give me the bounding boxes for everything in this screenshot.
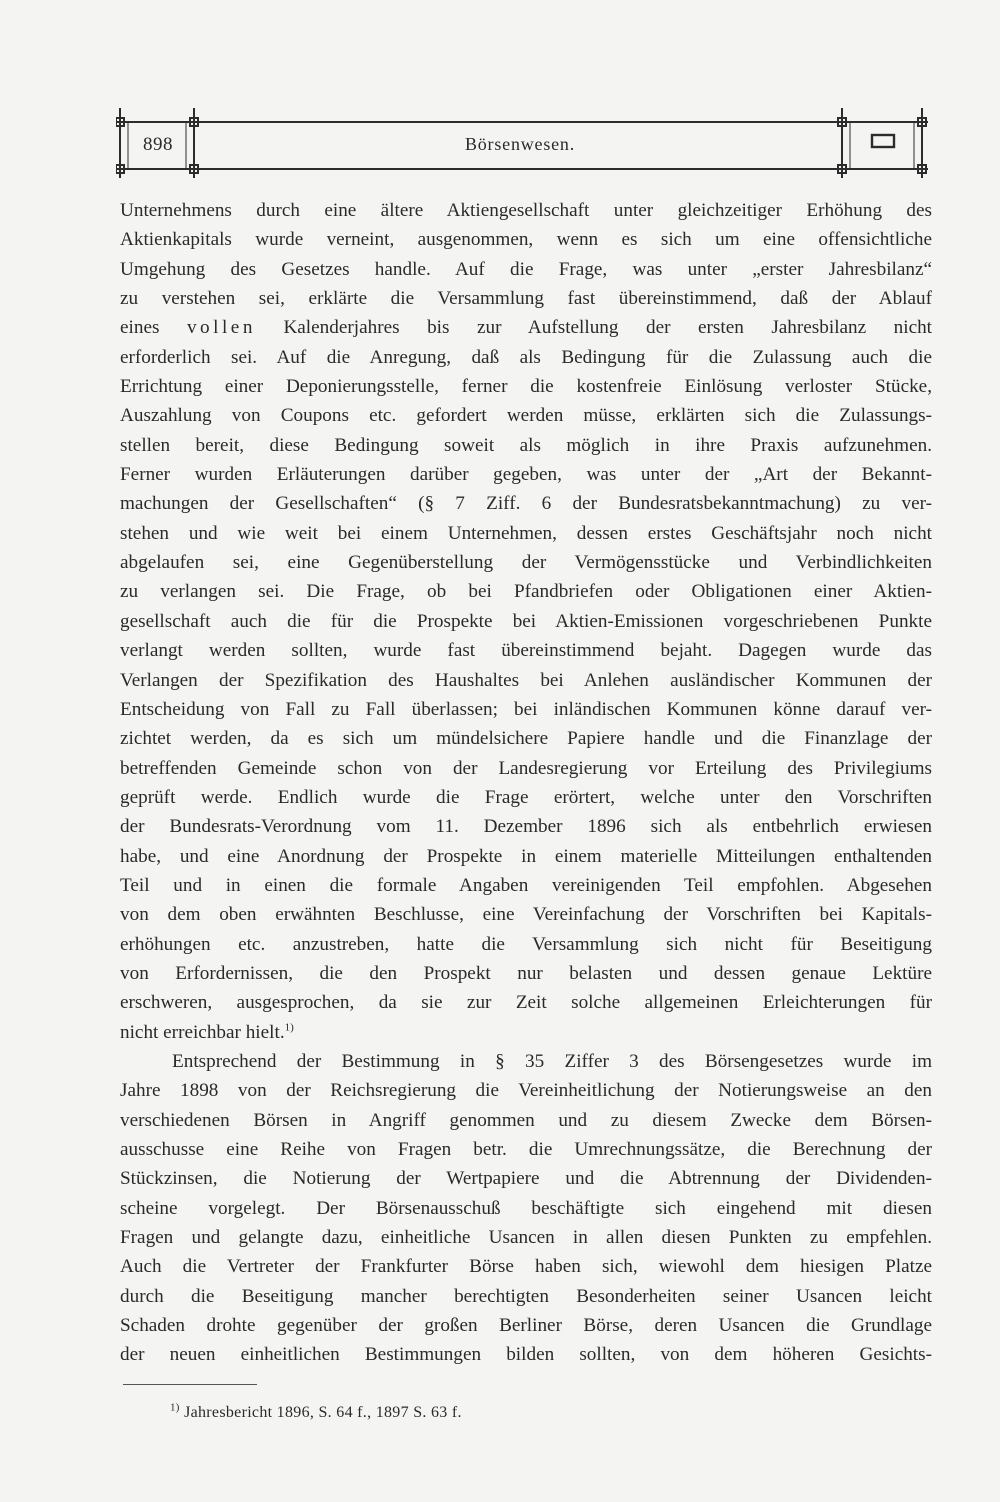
text-line: betreffenden Gemeinde schon von der Landesregierung vor Erteilung des Privilegiums: [120, 757, 932, 779]
footnote-reference: 1): [284, 1021, 294, 1034]
text-line: Stückzinsen, die Notierung der Wertpapiere und die Abtrennung der Dividenden-: [120, 1168, 932, 1190]
text-line: [120, 1018, 932, 1047]
text-line: Fragen und gelangte dazu, einheitliche Usancen in allen diesen Punkten zu empfehlen.: [120, 1227, 932, 1249]
text-line: Aktienkapitals wurde verneint, ausgenommen, wenn es sich um eine offensichtliche: [120, 229, 932, 251]
text-line: erhöhungen etc. anzustreben, hatte die Versammlung sich nicht für Beseitigung: [120, 933, 932, 955]
page-number: 898: [143, 134, 173, 155]
text-fragment: nicht erreichbar hielt.: [120, 1021, 285, 1043]
text-line: machungen der Gesellschaften“ (§ 7 Ziff. 6 der Bundesratsbekanntmachung) zu ver-: [120, 493, 932, 515]
text-line: Umgehung des Gesetzes handle. Auf die Frage, was unter „erster Jahresbilanz“: [120, 258, 932, 280]
text-line: der Bundesrats-Verordnung vom 11. Dezember 1896 sich als entbehrlich erwiesen: [120, 816, 932, 838]
text-line: gesellschaft auch die für die Prospekte bei Aktien-Emissionen vorgeschriebenen Punkte: [120, 610, 932, 632]
text-line: [120, 313, 932, 342]
text-line: zichtet werden, da es sich um mündelsichere Papiere handle und die Finanzlage der: [120, 728, 932, 750]
text-line: von dem oben erwähnten Beschlusse, eine Vereinfachung der Vorschriften bei Kapitals-: [120, 904, 932, 926]
body-text: [120, 196, 932, 1370]
text-line: Auszahlung von Coupons etc. gefordert werden müsse, erklärten sich die Zulassungs-: [120, 405, 932, 427]
text-line: Teil und in einen die formale Angaben vereinigenden Teil empfohlen. Abgesehen: [120, 874, 932, 896]
text-line: zu verlangen sei. Die Frage, ob bei Pfandbriefen oder Obligationen einer Aktien-: [120, 581, 932, 603]
text-fragment: Kalenderjahres bis zur Aufstellung der ersten Jahresbilanz nicht: [283, 317, 933, 339]
text-fragment: eines: [120, 317, 160, 339]
text-line: geprüft werde. Endlich wurde die Frage erörtert, welche unter den Vorschriften: [120, 786, 932, 808]
running-head: Börsenwesen.: [464, 134, 576, 154]
text-line: verschiedenen Börsen in Angriff genommen und zu diesem Zwecke dem Börsen-: [120, 1109, 932, 1131]
text-line: scheine vorgelegt. Der Börsenausschuß beschäftigte sich eingehend mit diesen: [120, 1197, 932, 1219]
text-line: Verlangen der Spezifikation des Haushaltes bei Anlehen ausländischer Kommunen der: [120, 669, 932, 691]
text-line: Schaden drohte gegenüber der großen Berliner Börse, deren Usancen die Grundlage: [120, 1315, 932, 1337]
text-line: Jahre 1898 von der Reichsregierung die Vereinheitlichung der Notierungsweise an den: [120, 1080, 932, 1102]
text-line: Auch die Vertreter der Frankfurter Börse haben sich, wiewohl dem hiesigen Platze: [120, 1256, 932, 1278]
text-line: der neuen einheitlichen Bestimmungen bilden sollten, von dem höheren Gesichts-: [120, 1344, 932, 1366]
text-line: stehen und wie weit bei einem Unternehmen, dessen erstes Geschäftsjahr noch nicht: [120, 522, 932, 544]
text-line: ausschusse eine Reihe von Fragen betr. die Umrechnungssätze, die Berechnung der: [120, 1139, 932, 1160]
text-line: von Erfordernissen, die den Prospekt nur belasten und dessen genaue Lektüre: [120, 962, 932, 984]
text-line: Ferner wurden Erläuterungen darüber gegeben, was unter der „Art der Bekannt-: [120, 464, 932, 486]
text-line: durch die Beseitigung mancher berechtigten Besonderheiten seiner Usancen leicht: [120, 1285, 932, 1307]
text-line: habe, und eine Anordnung der Prospekte in einem materielle Mitteilungen enthaltenden: [120, 845, 932, 867]
text-line: erforderlich sei. Auf die Anregung, daß als Bedingung für die Zulassung auch die: [120, 346, 932, 368]
text-line: Entscheidung von Fall zu Fall überlassen; bei inländischen Kommunen könne darauf ver-: [120, 698, 932, 720]
emphasized-word: vollen: [186, 317, 256, 339]
text-line: Unternehmens durch eine ältere Aktiengesellschaft unter gleichzeitiger Erhöhung des: [120, 200, 932, 221]
text-line: stellen bereit, diese Bedingung soweit als möglich in ihre Praxis aufzunehmen.: [120, 434, 932, 456]
text-line: Errichtung einer Deponierungsstelle, ferner die kostenfreie Einlösung verloster Stücke,: [120, 376, 932, 398]
footnote-marker: 1): [170, 1401, 180, 1414]
text-line: verlangt werden sollten, wurde fast übereinstimmend bejaht. Dagegen wurde das: [120, 640, 932, 662]
footnote-text: Jahresbericht 1896, S. 64 f., 1897 S. 63 f.: [184, 1404, 462, 1421]
footnote-divider: [123, 1384, 257, 1385]
text-line: zu verstehen sei, erklärte die Versammlung fast übereinstimmend, daß der Ablauf: [120, 288, 932, 310]
footnote: [170, 1401, 462, 1422]
text-line: erschweren, ausgesprochen, da sie zur Zeit solche allgemeinen Erleichterungen für: [120, 992, 932, 1014]
text-line: abgelaufen sei, eine Gegenüberstellung der Vermögensstücke und Verbindlichkeiten: [120, 552, 932, 574]
text-line: Entsprechend der Bestimmung in § 35 Ziffer 3 des Börsengesetzes wurde im: [172, 1050, 932, 1072]
